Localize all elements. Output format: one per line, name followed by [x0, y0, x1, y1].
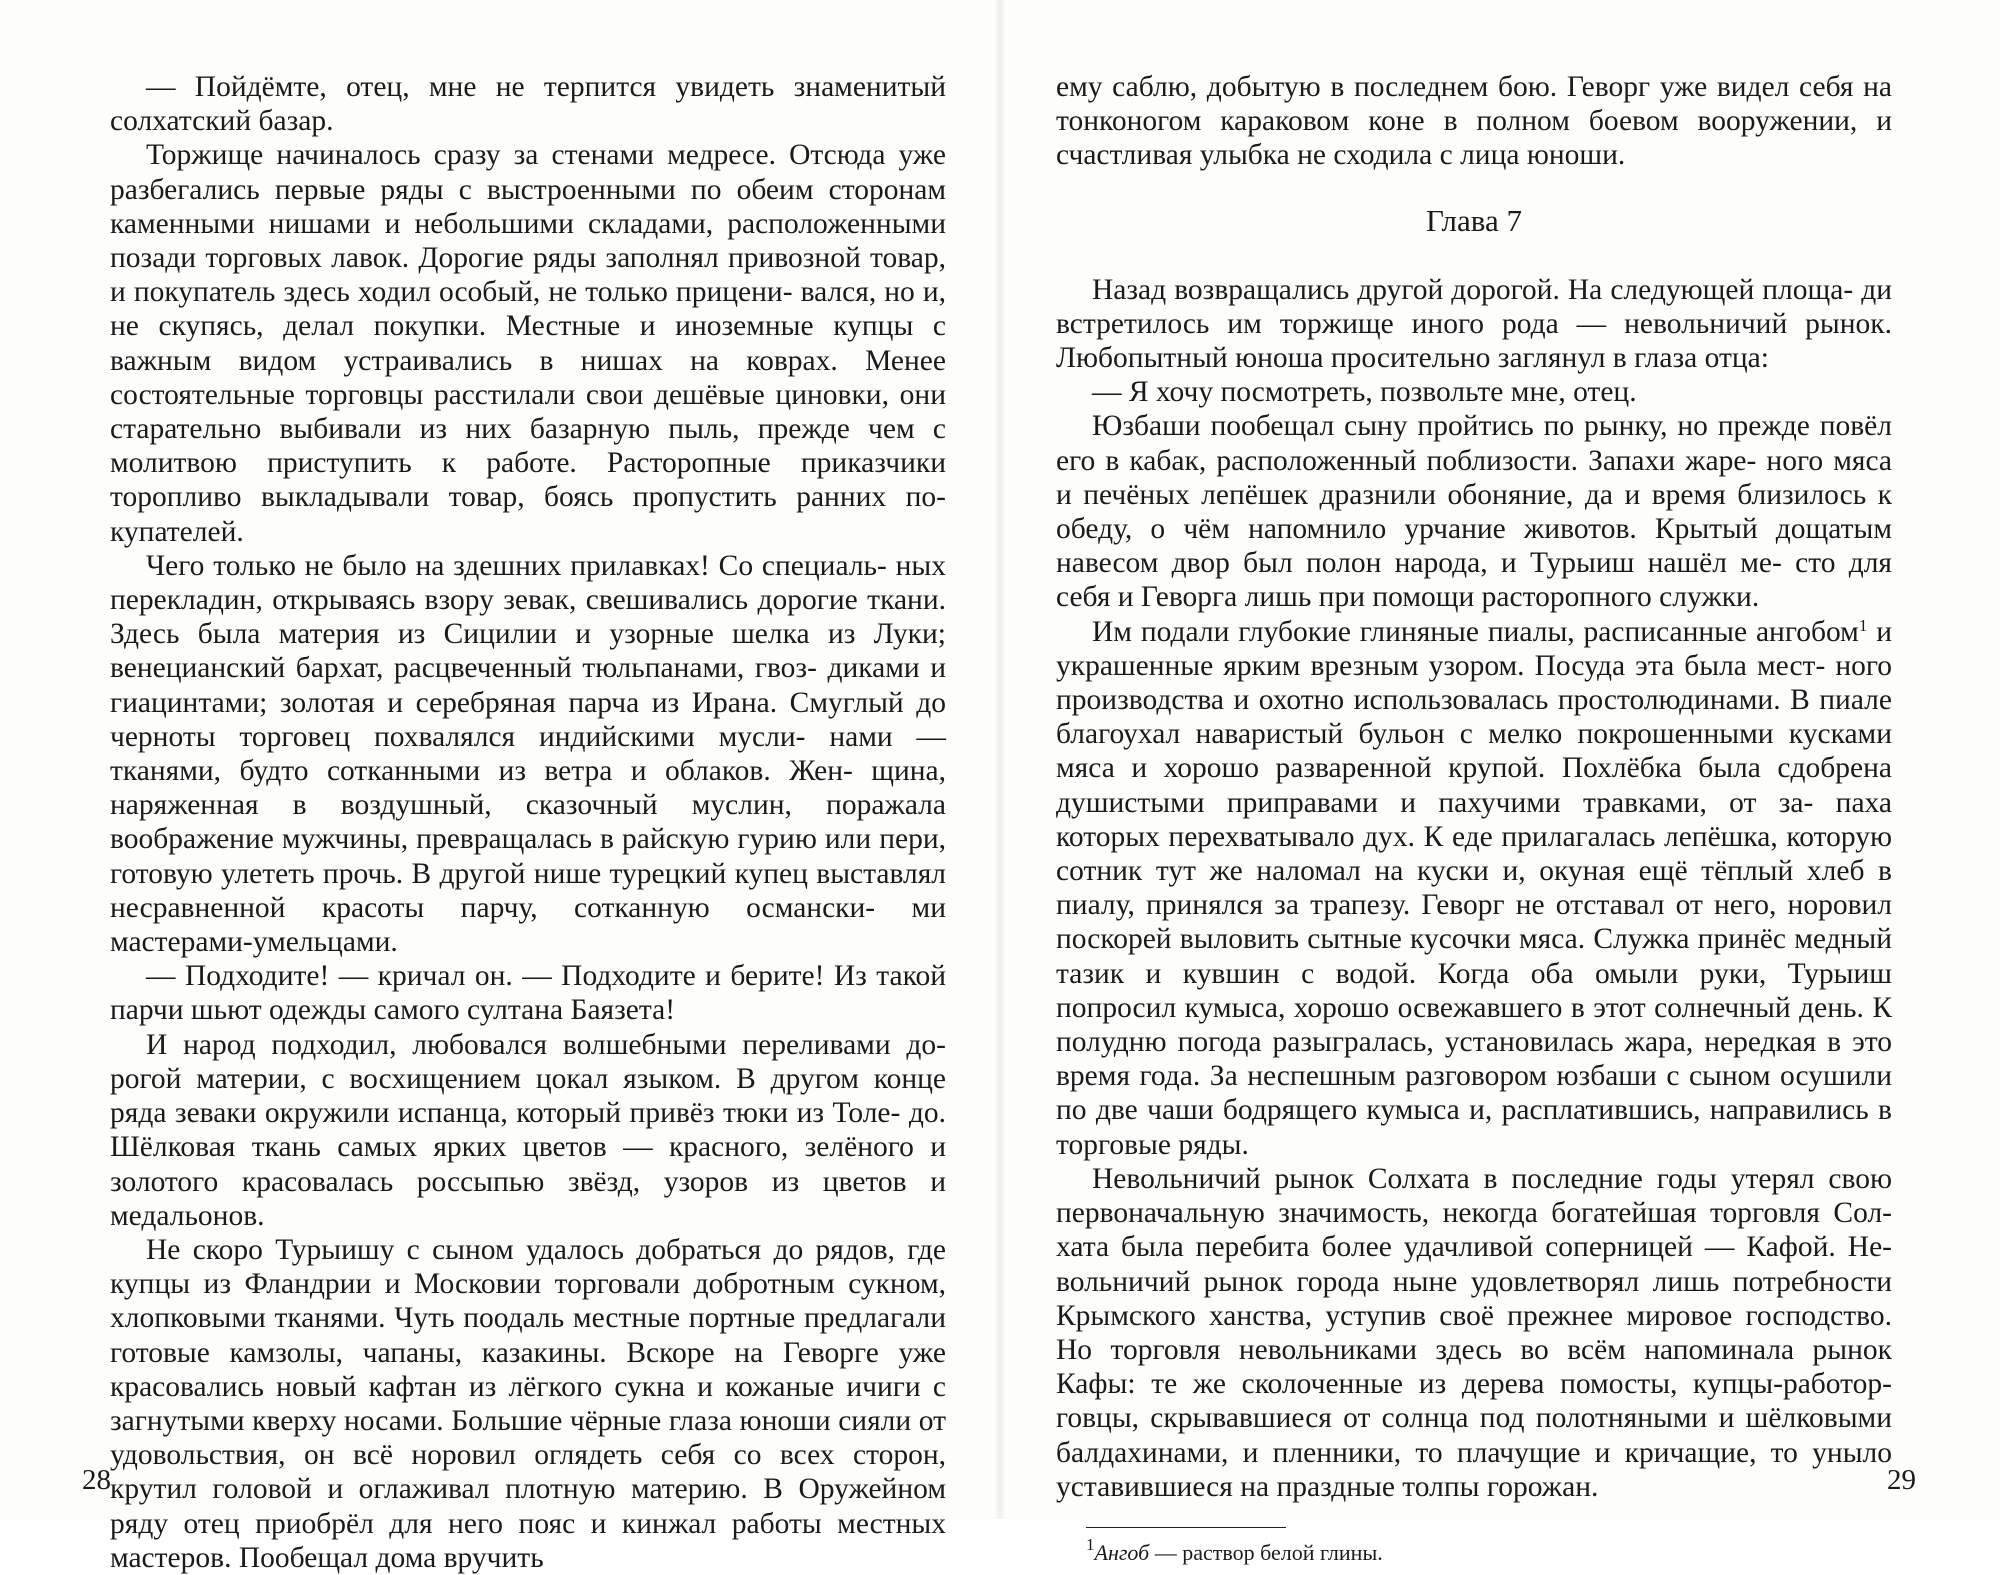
footnote-term: Ангоб [1094, 1539, 1150, 1565]
footnote-mark: 1 [1086, 1534, 1095, 1554]
footnote [1056, 1534, 1892, 1566]
paragraph-text: и украшенные ярким врезным узором. Посуда эта была мест- ного производства и охотно использовалась простолюдинами. В пиале благоухал наваристый бульон с мелко покрошенными кусками мяса и хорошо разваренной крупой. Похлёбка была сдобрена душистыми приправами и пахучими травками, от за- паха которых перехватывало дух. К еде прилагалась лепёшка, которую сотник тут же наломал на куски и, окуная ещё тёплый хлеб в пиалу, принялся за трапезу. Геворг не отставал от него, норовил поскорей выловить сытные кусочки мяса. Служка принёс медный тазик и кувшин с водой. Когда оба омыли руки, Турыиш попросил кумыса, хорошо освежавшего в этот солнечный день. К полудню погода разыгралась, установилась жара, нередкая в это время года. За неспешным разговором юзбаши с сыном осушили по две чаши бодрящего кумыса и, расплатившись, направились в торговые ряды. [1056, 615, 1892, 1161]
page-number-right: 29 [1887, 1464, 1916, 1496]
paragraph: Юзбаши пообещал сыну пройтись по рынку, но прежде повёл его в кабак, расположенный поблизости. Запахи жаре- ного мяса и печёных лепёшек дразнили обоняние, да и время близилось к обеду, о чём напомнило урчание животов. Крытый дощатым навесом двор был полон народа, и Турыиш нашёл ме- сто для себя и Геворга лишь при помощи расторопного служки. [1056, 410, 1892, 614]
left-page [110, 70, 946, 1575]
chapter-title: Глава 7 [1425, 202, 1523, 238]
paragraph-text: Им подали глубокие глиняные пиалы, расписанные ангобом [1092, 615, 1859, 648]
book-gutter [996, 0, 1004, 1519]
paragraph: И народ подходил, любовался волшебными переливами до- рогой материи, с восхищением цокал языком. В другом конце ряда зеваки окружили испанца, который привёз тюки из Толе- до. Шёлковая ткань самых ярких цветов — красного, зелёного и золотого красовалась россыпью звёзд, узоров из цветов и медальонов. [110, 1028, 946, 1232]
paragraph: Торжище начиналось сразу за стенами медресе. Отсюда уже разбегались первые ряды с выстроенными по обеим сторонам каменными нишами и небольшими складами, расположенными позади торговых лавок. Дорогие ряды заполнял привозной товар, и покупатель здесь ходил особый, не только прицени- вался, но и, не скупясь, делал покупки. Местные и иноземные купцы с важным видом устраивались в нишах на коврах. Менее состоятельные торговцы расстилали свои дешёвые циновки, они старательно выбивали из них базарную пыль, прежде чем с молитвою приступить к работе. Расторопные приказчики торопливо выкладывали товар, боясь пропустить ранних по- купателей. [110, 139, 946, 548]
paragraph: — Подходите! — кричал он. — Подходите и берите! Из такой парчи шьют одежды самого султана Баязета! [110, 960, 946, 1027]
page-number-left: 28 [82, 1464, 111, 1496]
paragraph: Не скоро Турыишу с сыном удалось добраться до рядов, где купцы из Фландрии и Московии торговали добротным сукном, хлопковыми тканями. Чуть поодаль местные портные предлагали готовые камзолы, чапаны, казакины. Вскоре на Геворге уже красовались новый кафтан из лёгкого сукна и кожаные ичиги с загнутыми кверху носами. Большие чёрные глаза юноши сияли от удовольствия, он всё норовил оглядеть себя со всех сторон, крутил головой и оглаживал плотную материю. В Оружейном ряду отец приобрёл для него пояс и кинжал работы местных мастеров. Пообещал дома вручить [110, 1233, 946, 1574]
paragraph: Назад возвращались другой дорогой. На следующей площа- ди встретилось им торжище иного рода — невольничий рынок. Любопытный юноша просительно заглянул в глаза отца: [1056, 273, 1892, 375]
paragraph: Чего только не было на здешних прилавках! Со специаль- ных перекладин, открываясь взору зевак, свешивались дорогие ткани. Здесь была материя из Сицилии и узорные шелка из Луки; венецианский бархат, расцвеченный тюльпанами, гвоз- диками и гиацинтами; золотая и серебряная парча из Ирана. Смуглый до черноты торговец похвалялся индийскими мусли- нами — тканями, будто сотканными из ветра и облаков. Жен- щина, наряженная в воздушный, сказочный муслин, поражала воображение мужчины, превращалась в райскую гурию или пери, готовую улететь прочь. В другой нише турецкий купец выставлял несравненной красоты парчу, сотканную османски- ми мастерами-умельцами. [110, 549, 946, 959]
paragraph: — Я хочу посмотреть, позвольте мне, отец. [1092, 376, 1637, 409]
paragraph: Невольничий рынок Солхата в последние годы утерял свою первоначальную значимость, некогда богатейшая торговля Сол- хата была перебита более удачливой соперницей — Кафой. Не- вольничий рынок города ныне удовлетворял лишь потребности Крымского ханства, уступив своё прежнее мировое господство. Но торговля невольниками здесь во всём напоминала рынок Кафы: те же сколоченные из дерева помосты, купцы-работор- говцы, скрывавшиеся от солнца под полотняными и шёлковыми балдахинами, и пленники, то плачущие и кричащие, то уныло уставившиеся на праздные толпы горожан. [1056, 1162, 1892, 1503]
footnote-reference[interactable]: 1 [1858, 615, 1868, 635]
footnote-definition: — раствор белой глины. [1149, 1539, 1383, 1565]
paragraph: — Пойдёмте, отец, мне не терпится увидеть знаменитый солхатский базар. [110, 71, 946, 138]
right-page [1056, 70, 1892, 1566]
footnote-divider [1086, 1527, 1286, 1528]
paragraph-continuation: ему саблю, добытую в последнем бою. Геворг уже видел себя на тонконогом караковом коне в полном боевом вооружении, и счастливая улыбка не сходила с лица юноши. [1056, 71, 1892, 172]
paragraph-with-footnote [1056, 615, 1892, 1162]
